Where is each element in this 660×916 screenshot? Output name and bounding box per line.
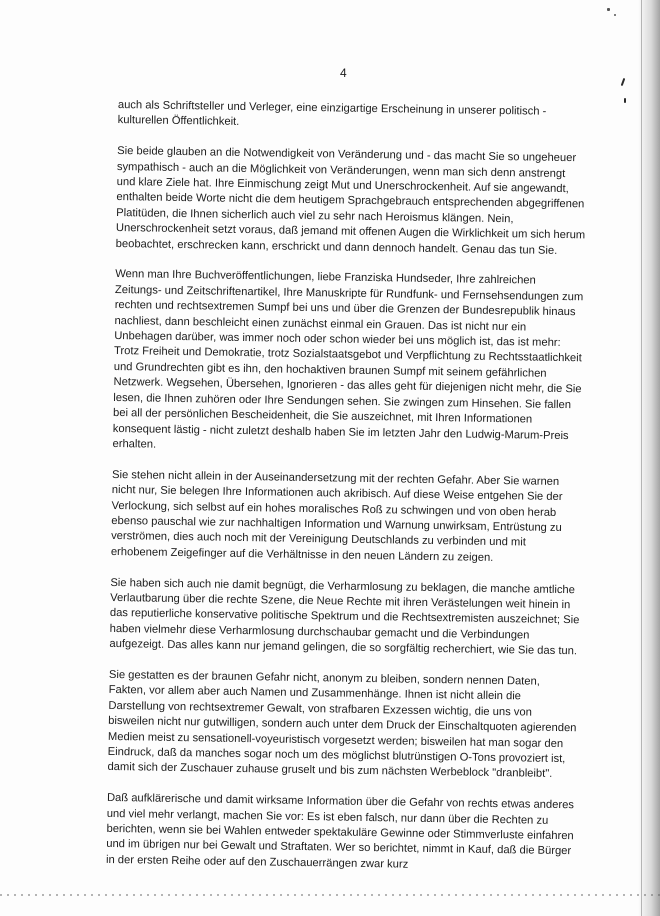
scan-speckle	[607, 8, 610, 11]
paragraph-5: Sie haben sich auch nie damit begnügt, die Verharmlosung zu beklagen, die manche amtliche Verlautbarung über die rechte Szene, die Neue Rechte mit ihren Verästelungen weit hinein in das reputierliche konservative politische Spektrum und die Rechtsextremisten auszeichnet; Sie haben vielmehr diese Verharmlosung durchschaubar gemacht und die Verbindungen aufgezeigt. Das alles kann nur jemand gelingen, die so sorgfältig recherchiert, wie Sie das tun.	[109, 576, 580, 658]
paragraph-1: auch als Schriftsteller und Verleger, eine einzigartige Erscheinung in unserer politisch - kulturellen Öffentlichkeit.	[117, 98, 547, 129]
scan-edge-line	[641, 0, 642, 916]
scan-speckle	[614, 14, 616, 16]
page-number: 4	[340, 66, 347, 80]
body-text	[106, 98, 588, 891]
paragraph-7: Daß aufklärerische und damit wirksame Information über die Gefahr von rechts etwas anderes und viel mehr verlangt, machen Sie vor: Es ist eben falsch, nur dann über die Rechten zu berichten, wenn sie bei Wahlen entweder spektakuläre Gewinne oder Stimmverluste einfahren und im übrigen nur bei Gewalt und Straftaten. Wer so berichtet, nimmt in Kauf, daß die Bürger in der ersten Reihe oder auf den Zuschauerrängen zwar kurz	[105, 792, 575, 871]
scan-speckle	[624, 98, 626, 103]
paragraph-4: Sie stehen nicht allein in der Auseinandersetzung mit der rechten Gefahr. Aber Sie warnen nicht nur, Sie belegen Ihre Informationen auch akribisch. Auf diese Weise entgehen Sie der Verlockung, sich selbst auf ein hohes moralisches Roß zu schwingen und von oben herab ebenso pauschal wie zur nachhaltigen Information und Warnung unwirksam, Entrüstung zu verströmen, dies auch noch mit der Vereinigung Deutschlands zu verbinden und mit erhobenem Zeigefinger auf die Verhältnisse in den neuen Ländern zu zeigen.	[110, 468, 563, 564]
scan-speckle	[621, 78, 626, 86]
paragraph-3: Wenn man Ihre Buchveröffentlichungen, liebe Franziska Hundseder, Ihre zahlreichen Zeitungs- und Zeitschriftenartikel, Ihre Manuskripte für Rundfunk- und Fernsehsendungen zum rechten und rechtsextremen Sumpf bei uns und über die Grenzen der Bundesrepublik hinaus nachliest, dann beschleicht einen zunächst einmal ein Grauen. Das ist nicht nur ein Unbehagen darüber, was immer noch oder schon wieder bei uns möglich ist, das ist mehr: Trotz Freiheit und Demokratie, trotz Sozialstaatsgebot und Verpflichtung zu Rechtsstaatlichkeit und Grundrechten gibt es ihn, den hochaktiven braunen Sumpf mit seinem gefährlichen Netzwerk. Wegsehen, Übersehen, Ignorieren - das alles geht für diejenigen nicht mehr, die Sie lesen, die Ihnen zuhören oder Ihre Sendungen sehen. Sie zwingen zum Hinsehen. Sie fallen bei all der persönlichen Bescheidenheit, die Sie auszeichnet, mit Ihren Informationen konsequent lästig - nicht zuletzt deshalb haben Sie im letzten Jahr den Ludwig-Marum-Preis erhalten.	[112, 268, 584, 451]
paragraph-6: Sie gestatten es der braunen Gefahr nicht, anonym zu bleiben, sondern nennen Daten, Fakten, vor allem aber auch Namen und Zusammenhänge. Ihnen ist nicht allein die Darstellung von rechtsextremer Gewalt, von strafbaren Exzessen wichtig, die uns von bisweilen nicht nur gutwilligen, sondern auch unter dem Druck der Einschaltquoten agierenden Medien meist zu sensationell-voyeuristisch vorgesetzt werden; bisweilen hat man sogar den Eindruck, daß da manches sogar noch um des möglichst blutrünstigen O-Tons provoziert ist, damit sich der Zuschauer zuhause gruselt und bis zum nächsten Werbeblock "dranbleibt".	[107, 668, 577, 781]
scan-bottom-artifact	[0, 894, 660, 896]
paragraph-2: Sie beide glauben an die Notwendigkeit von Veränderung und - das macht Sie so ungeheuer sympathisch - auch an die Möglichkeit von Veränderungen, wenn man sich denn anstrengt und klare Ziele hat. Ihre Einmischung zeigt Mut und Unerschrockenheit. Auf sie angewandt, enthalten beide Worte nicht die dem heutigem Sprachgebrauch entsprechenden abgegriffenen Platitüden, die Ihnen sicherlich auch viel zu sehr nach Heroismus klängen. Nein, Unerschrockenheit setzt voraus, daß jemand mit offenen Augen die Wirklichkeit um sich herum beobachtet, erschrecken kann, erschrickt und dann dennoch handelt. Genau das tun Sie.	[115, 145, 586, 257]
